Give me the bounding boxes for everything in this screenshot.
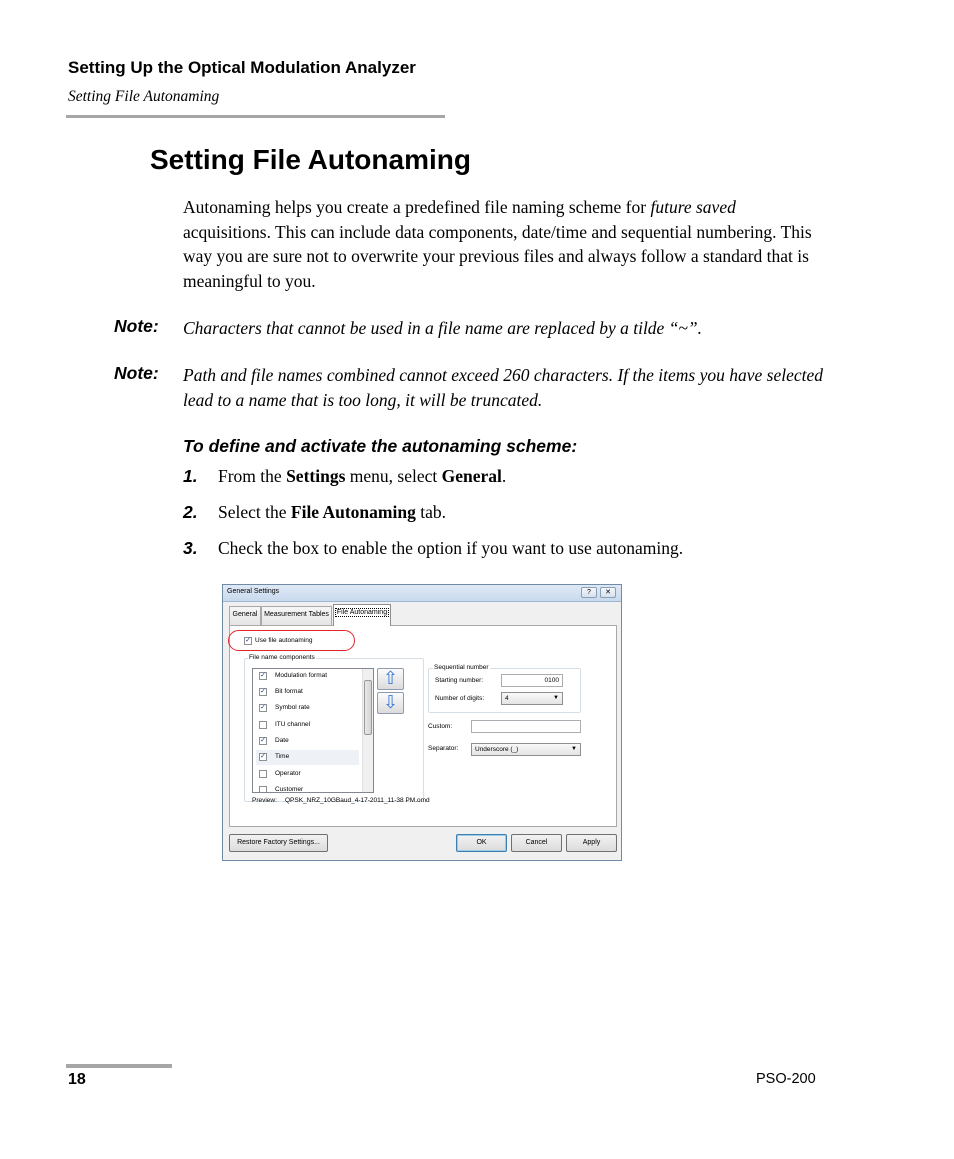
checkbox[interactable] — [259, 770, 267, 778]
step-number: 1. — [183, 466, 198, 486]
separator-select[interactable]: Underscore (_) ▼ — [471, 743, 581, 756]
digits-select[interactable]: 4 ▼ — [501, 692, 563, 705]
procedure-title: To define and activate the autonaming scheme: — [183, 436, 578, 456]
page-heading: Setting File Autonaming — [150, 144, 471, 175]
running-header-title: Setting Up the Optical Modulation Analyzer — [68, 58, 416, 77]
page-number: 18 — [68, 1071, 86, 1088]
step-number: 3. — [183, 538, 198, 558]
step-number: 2. — [183, 502, 198, 522]
list-item[interactable]: ✓ Bit format — [260, 688, 303, 695]
dialog-titlebar — [223, 585, 621, 602]
move-down-button[interactable] — [377, 692, 404, 714]
note-text: Characters that cannot be used in a file name are replaced by a tilde “~”. — [183, 318, 703, 338]
product-name: PSO-200 — [756, 1071, 816, 1087]
tab-file-autonaming[interactable]: File Autonaming — [333, 604, 391, 626]
checkbox[interactable]: ✓ — [260, 688, 266, 695]
digits-label: Number of digits: — [435, 695, 485, 702]
list-item[interactable]: ITU channel — [256, 718, 359, 733]
checkbox[interactable]: ✓ — [260, 737, 266, 744]
checkbox[interactable]: ✓ — [260, 704, 266, 711]
checkbox[interactable]: ✓ — [260, 672, 266, 679]
close-icon: ✕ — [605, 589, 611, 596]
starting-number-input[interactable]: 0100 — [501, 674, 563, 687]
custom-input[interactable] — [471, 720, 581, 733]
tab-general[interactable]: General — [229, 606, 261, 625]
cancel-button[interactable]: Cancel — [511, 834, 562, 852]
highlight-oval — [228, 630, 355, 651]
list-item-selected[interactable]: ✓ Time — [256, 750, 359, 765]
use-autonaming-label: Use file autonaming — [255, 637, 313, 644]
running-header-subtitle: Setting File Autonaming — [68, 88, 220, 105]
close-button[interactable] — [600, 587, 616, 598]
step-text: From the Settings menu, select General. — [218, 466, 507, 486]
step-text: Select the File Autonaming tab. — [218, 502, 446, 522]
help-button[interactable]: ? — [581, 587, 597, 598]
dropdown-caret-icon: ▼ — [553, 695, 559, 701]
footer-rule — [66, 1064, 172, 1068]
use-autonaming-checkbox[interactable]: ✓ — [245, 637, 251, 644]
note-label: Note: — [114, 363, 159, 383]
arrow-up-icon: ⇧ — [382, 668, 399, 689]
step-text: Check the box to enable the option if you want to use autonaming. — [218, 538, 684, 558]
list-item[interactable]: ✓ Date — [260, 737, 289, 744]
list-item[interactable]: ✓ Symbol rate — [260, 704, 310, 711]
preview-value: QPSK_NRZ_10GBaud_4-17-2011_11-38 PM.omd — [285, 797, 430, 804]
intro-text-1: Autonaming helps you create a predefined file naming scheme for — [183, 197, 651, 217]
sequential-group-label: Sequential number — [434, 664, 489, 671]
note-label: Note: — [114, 316, 159, 336]
restore-factory-settings-button[interactable]: Restore Factory Settings... — [229, 834, 328, 852]
ok-button[interactable]: OK — [456, 834, 507, 852]
tab-panel — [229, 625, 617, 827]
dropdown-caret-icon: ▼ — [571, 746, 577, 752]
list-item[interactable]: ✓ Modulation format — [260, 672, 328, 679]
preview-label: Preview: — [252, 797, 277, 804]
note-text: Path and file names combined cannot exceed 260 characters. If the items you have selected lead to a name that is too long, it will be truncated. — [183, 365, 824, 410]
starting-number-label: Starting number: — [435, 677, 484, 684]
move-up-button[interactable] — [377, 668, 404, 690]
separator-label: Separator: — [428, 745, 459, 752]
intro-paragraph — [183, 195, 823, 293]
custom-label: Custom: — [428, 723, 453, 730]
apply-button[interactable]: Apply — [566, 834, 617, 852]
arrow-down-icon: ⇩ — [382, 692, 399, 713]
scrollbar-thumb[interactable] — [364, 680, 372, 735]
list-scrollbar[interactable] — [362, 669, 374, 792]
dialog-title: General Settings — [227, 588, 280, 595]
checkbox[interactable] — [259, 786, 267, 793]
tab-measurement-tables[interactable]: Measurement Tables — [261, 606, 332, 625]
list-item[interactable]: Customer — [256, 783, 359, 793]
intro-text-italic: future saved — [650, 197, 736, 217]
components-group-label: File name components — [249, 654, 315, 661]
header-rule — [66, 115, 445, 118]
checkbox[interactable] — [259, 721, 267, 729]
list-item[interactable]: Operator — [256, 767, 359, 782]
components-list[interactable] — [252, 668, 374, 793]
general-settings-dialog — [222, 584, 622, 861]
intro-text-2: acquisitions. This can include data components, date/time and sequential numbering. This way you are sure not to overwrite your previous files and always follow a standard that is meaningful to you. — [183, 221, 812, 291]
checkbox[interactable]: ✓ — [260, 753, 266, 760]
